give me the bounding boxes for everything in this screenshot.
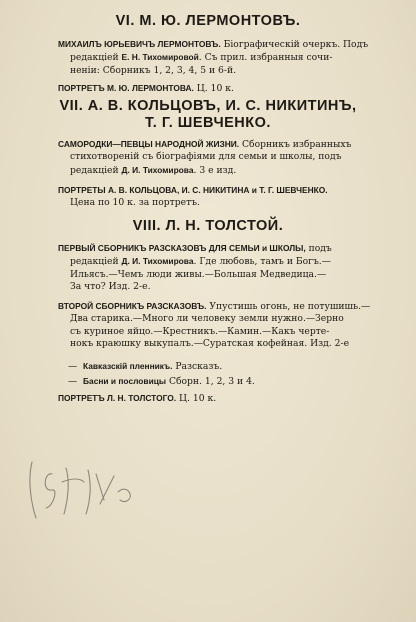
entry-portraits-koltsov: ПОРТРЕТЫ А. В. КОЛЬЦОВА, И. С. НИКИТИНА и Т. Г. ШЕВЧЕНКО. Цена по 10 к. за портретъ. (58, 185, 328, 209)
entry-head: ПЕРВЫЙ СБОРНИКЪ РАЗСКАЗОВЪ ДЛЯ СЕМЬИ и ШКОЛЫ, (58, 243, 306, 253)
entry-lermontov-portrait: ПОРТРЕТЪ М. Ю. ЛЕРМОНТОВА. Ц. 10 к. (58, 83, 234, 94)
entry-samorodki: САМОРОДКИ—ПЕВЦЫ НАРОДНОЙ ЖИЗНИ. Сборникъ избранныхъ стихотвореній съ біографіями для семьи и школы, подъ редакціей Д. И. Тихомирова. 3 е изд. (58, 139, 352, 176)
entry-head: ПОРТРЕТЪ Л. Н. ТОЛСТОГО. (58, 393, 177, 403)
entry-head: САМОРОДКИ—ПЕВЦЫ НАРОДНОЙ ЖИЗНИ. (58, 139, 240, 149)
section-title-koltsov-nikitin: VII. А. В. КОЛЬЦОВЪ, И. С. НИКИТИНЪ, (59, 98, 357, 114)
entry-kavkazsky-plennik: — Кавказскій пленникъ. Разсказъ. (68, 361, 223, 372)
entry-tolstoy-second-collection: ВТОРОЙ СБОРНИКЪ РАЗСКАЗОВЪ. Упустишь огонь, не потушишь.— Два старика.—Много ли человеку земли нужно.—Зерно съ куриное яйцо.—Крестникъ.—Камин.—Какъ черте- нокъ краюшку выкупалъ.—Суратская кофейная. Изд. 2-е (58, 301, 371, 350)
entry-head: МИХАИЛЪ ЮРЬЕВИЧЪ ЛЕРМОНТОВЪ. (58, 39, 221, 49)
entry-head: ПОРТРЕТЫ А. В. КОЛЬЦОВА, И. С. НИКИТИНА и Т. Г. ШЕВЧЕНКО. (58, 185, 328, 195)
entry-head: ПОРТРЕТЪ М. Ю. ЛЕРМОНТОВА. (58, 83, 194, 93)
section-title-tolstoy: VIII. Л. Н. ТОЛСТОЙ. (132, 218, 284, 234)
entry-basni: — Басни и пословицы Сборн. 1, 2, 3 и 4. (68, 376, 255, 387)
entry-tolstoy-first-collection: ПЕРВЫЙ СБОРНИКЪ РАЗСКАЗОВЪ ДЛЯ СЕМЬИ и ШКОЛЫ, подъ редакціей Д. И. Тихомирова. Где любовь, тамъ и Богъ.— Ильясъ.—Чемъ люди живы.—Большая Медведица.— За что? Изд. 2-е. (58, 243, 332, 293)
entry-tolstoy-portrait: ПОРТРЕТЪ Л. Н. ТОЛСТОГО. Ц. 10 к. (58, 393, 217, 404)
entry-lermontov-biography: МИХАИЛЪ ЮРЬЕВИЧЪ ЛЕРМОНТОВЪ. Біографическій очеркъ. Подъ редакціей Е. Н. Тихомировой. Съ прил. избранныя сочи- неніи: Сборникъ 1, 2, 3, 4, 5 и 6-й. (58, 39, 369, 76)
section-title-shevchenko: Т. Г. ШЕВЧЕНКО. (145, 115, 271, 131)
entry-head: ВТОРОЙ СБОРНИКЪ РАЗСКАЗОВЪ. (58, 301, 207, 311)
section-title-lermontov: VI. М. Ю. ЛЕРМОНТОВЪ. (115, 13, 301, 29)
pencil-signature (18, 448, 148, 528)
